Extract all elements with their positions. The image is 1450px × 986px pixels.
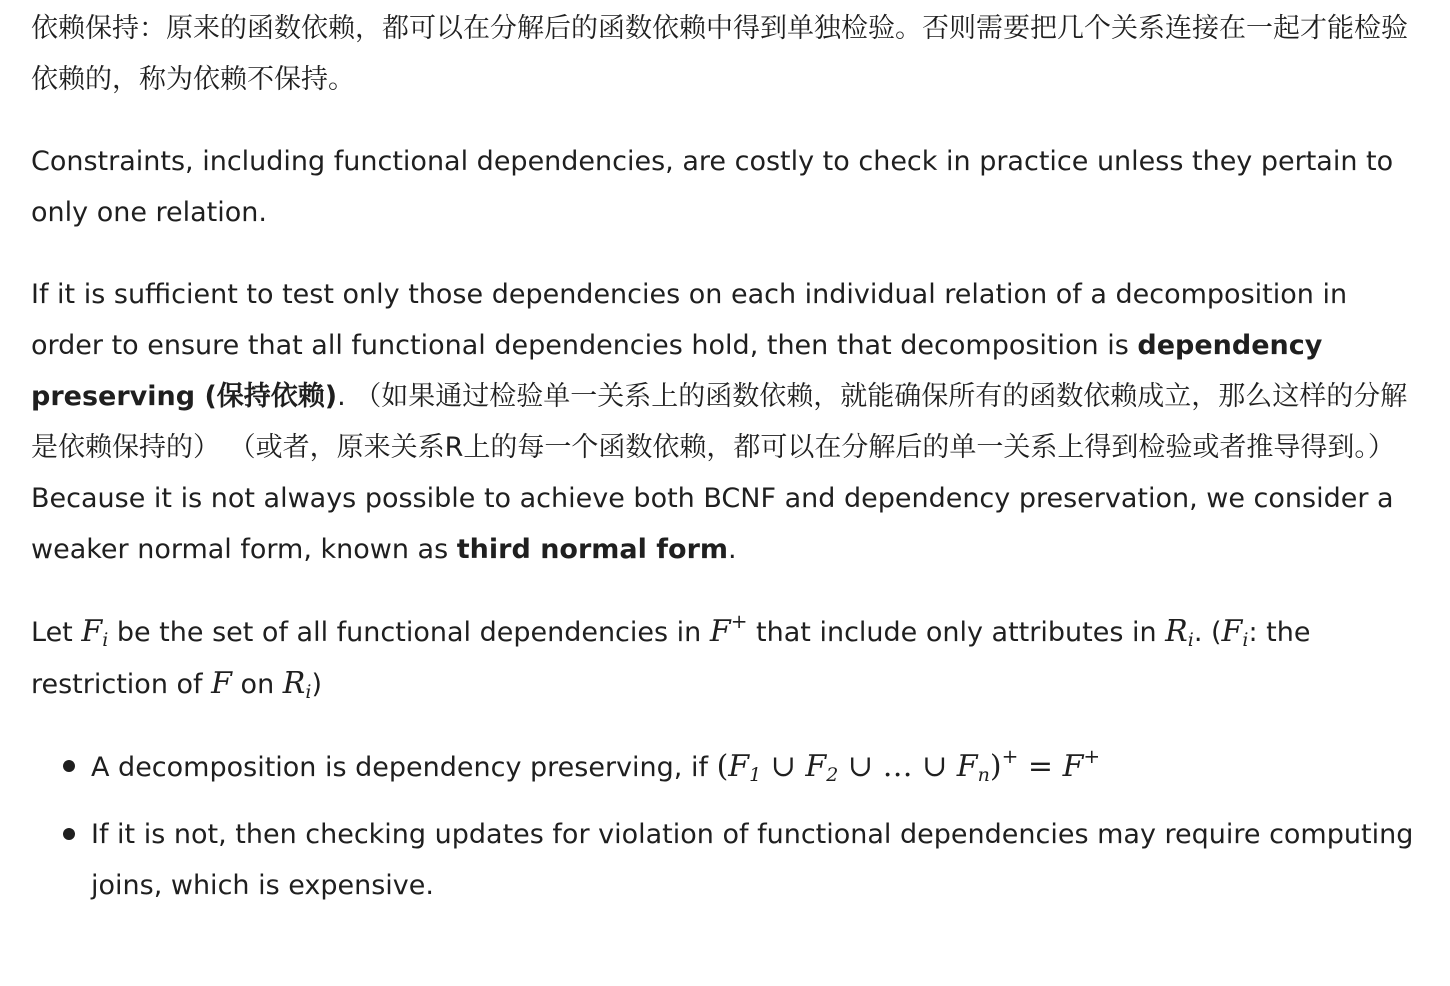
math-f-i-2: $F_i$ <box>1221 614 1249 651</box>
restriction-text-6: on <box>231 669 283 700</box>
restriction-text-7: ) <box>311 669 322 700</box>
math-f: F <box>211 666 232 701</box>
math-r-i-2: $R_i$ <box>282 666 312 703</box>
definition-text-3: . <box>728 534 737 565</box>
definition-text-1: If it is sufficient to test only those dependencies on each individual relation of a decomposition in order to ensure that all functional dependencies hold, then that decomposition is <box>31 279 1348 361</box>
restriction-text-3: that include only attributes in <box>747 617 1166 648</box>
list-item <box>91 741 1420 793</box>
bullet-text-2: If it is not, then checking updates for violation of functional dependencies may require computing joins, which is expensive. <box>91 819 1414 901</box>
paragraph-restriction-definition <box>31 606 1420 710</box>
bullet-dot-icon <box>63 760 75 772</box>
term-third-normal-form: third normal form <box>456 534 729 565</box>
math-union-formula: ($F_1$ ∪ $F_2$ ∪ … ∪ $F_n)^+ = F^+$ <box>716 744 1101 786</box>
term-dependency-preserving: dependency preserving (保持依赖) <box>31 330 1323 412</box>
paragraph-constraints: Constraints, including functional dependencies, are costly to check in practice unless they pertain to only one relation. <box>31 146 1394 228</box>
definition-text-2: . （如果通过检验单一关系上的函数依赖，就能确保所有的函数依赖成立，那么这样的分解是依赖保持的） （或者，原来关系R上的每一个函数依赖，都可以在分解后的单一关系上得到检验或者推导得到。） Because it is not always possible to achieve both BCNF and dependency preservation, we consider a weaker normal form, known as <box>31 381 1408 565</box>
bullet-text-1: A decomposition is dependency preserving, if <box>91 752 717 783</box>
bullet-list <box>31 741 1420 911</box>
math-r-i: $R_i$ <box>1165 614 1194 651</box>
math-f-i: $F_i$ <box>81 614 109 651</box>
restriction-text-2: be the set of all functional dependencies in <box>108 617 710 648</box>
restriction-text-4: . ( <box>1193 617 1222 648</box>
list-item <box>91 809 1420 911</box>
paragraph-dependency-preserving-definition <box>31 269 1420 575</box>
restriction-text-5: : the restriction of <box>31 617 1311 700</box>
restriction-text-1: Let <box>31 617 82 648</box>
paragraph-dependency-preservation-cn: 依赖保持：原来的函数依赖，都可以在分解后的函数依赖中得到单独检验。否则需要把几个关系连接在一起才能检验依赖的，称为依赖不保持。 <box>31 13 1408 95</box>
math-f-plus: F+ <box>709 609 748 649</box>
bullet-dot-icon <box>63 828 75 840</box>
